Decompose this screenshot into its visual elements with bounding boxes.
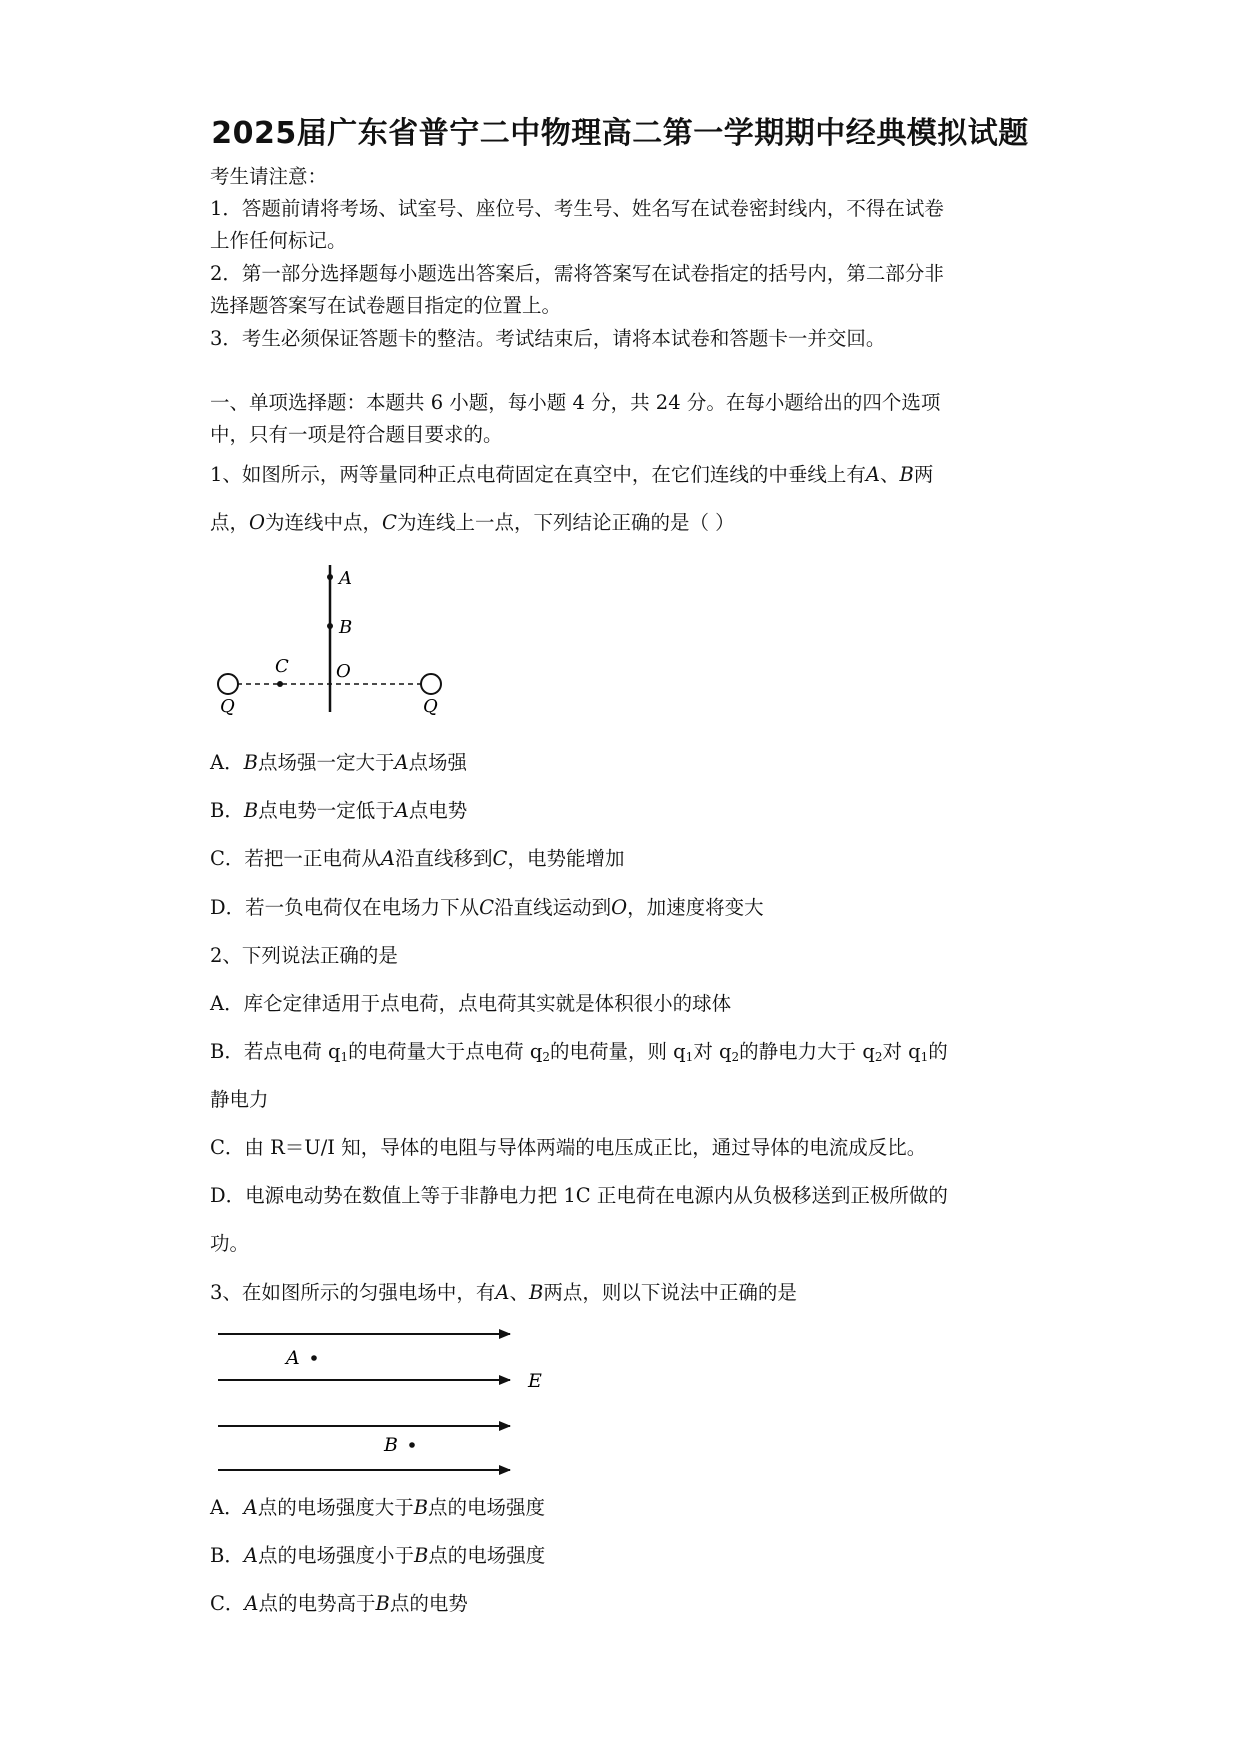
exam-title: 2025届广东省普宁二中物理高二第一学期期中经典模拟试题 <box>211 116 1029 151</box>
question-1-option-d: D．若一负电荷仅在电场力下从C沿直线运动到O，加速度将变大 <box>210 896 764 919</box>
notice-item-1-cont: 上作任何标记。 <box>210 229 347 252</box>
section-heading: 一、单项选择题：本题共 6 小题，每小题 4 分，共 24 分。在每小题给出的四个选项 <box>210 391 941 414</box>
point-b-dot <box>327 623 333 629</box>
label-q-right: Q <box>423 696 438 717</box>
notice-item-2-cont: 选择题答案写在试卷题目指定的位置上。 <box>210 294 562 317</box>
notice-item-1: 1．答题前请将考场、试室号、座位号、考生号、姓名写在试卷密封线内，不得在试卷 <box>210 197 944 220</box>
label-b: B <box>339 617 353 638</box>
point-a-dot <box>311 1355 317 1361</box>
question-1-figure <box>205 560 465 720</box>
question-1-stem-cont: 点，O为连线中点，C为连线上一点，下列结论正确的是（ ） <box>210 511 735 534</box>
question-2-option-c: C．由 R＝U/I 知，导体的电阻与导体两端的电压成正比，通过导体的电流成反比。 <box>210 1136 927 1159</box>
question-3-figure <box>210 1320 560 1480</box>
question-2-option-d-cont: 功。 <box>210 1232 250 1255</box>
question-2-option-a: A．库仑定律适用于点电荷，点电荷其实就是体积很小的球体 <box>210 992 732 1015</box>
label-q-left: Q <box>220 696 235 717</box>
notice-item-3: 3．考生必须保证答题卡的整洁。考试结束后，请将本试卷和答题卡一并交回。 <box>210 327 886 350</box>
question-3-option-a: A．A点的电场强度大于B点的电场强度 <box>210 1496 546 1519</box>
section-heading-cont: 中，只有一项是符合题目要求的。 <box>210 423 503 446</box>
question-2-stem: 2、下列说法正确的是 <box>210 944 398 967</box>
charge-right-circle <box>421 674 441 694</box>
question-2-option-b-cont: 静电力 <box>210 1088 269 1111</box>
point-b-dot <box>409 1442 415 1448</box>
question-3-option-c: C．A点的电势高于B点的电势 <box>210 1592 468 1615</box>
question-1-option-a: A．B点场强一定大于A点场强 <box>210 751 468 774</box>
charge-left-circle <box>218 674 238 694</box>
label-a: A <box>286 1347 300 1369</box>
label-e: E <box>528 1370 542 1392</box>
point-c-dot <box>277 681 283 687</box>
question-1-option-b: B．B点电势一定低于A点电势 <box>210 799 468 822</box>
question-2-option-b: B．若点电荷 $q_1$的电荷量大于点电荷 $q_2$的电荷量，则 $q_1$对 $q_2$的静电力大于 $q_2$对 $q_1$的 <box>210 1040 948 1064</box>
question-3-option-b: B．A点的电场强度小于B点的电场强度 <box>210 1544 546 1567</box>
notice-item-2: 2．第一部分选择题每小题选出答案后，需将答案写在试卷指定的括号内，第二部分非 <box>210 262 944 285</box>
question-1-option-c: C．若把一正电荷从A沿直线移到C，电势能增加 <box>210 847 625 870</box>
label-b: B <box>384 1434 398 1456</box>
question-1-stem: 1、如图所示，两等量同种正点电荷固定在真空中，在它们连线的中垂线上有A、B两 <box>210 463 934 486</box>
notice-heading: 考生请注意： <box>210 165 328 188</box>
question-2-option-d: D．电源电动势在数值上等于非静电力把 1C 正电荷在电源内从负极移送到正极所做的 <box>210 1184 948 1207</box>
label-c: C <box>275 656 289 677</box>
label-a: A <box>339 568 352 589</box>
question-3-stem: 3、在如图所示的匀强电场中，有A、B两点，则以下说法中正确的是 <box>210 1281 797 1304</box>
point-a-dot <box>327 574 333 580</box>
label-o: O <box>336 661 351 682</box>
